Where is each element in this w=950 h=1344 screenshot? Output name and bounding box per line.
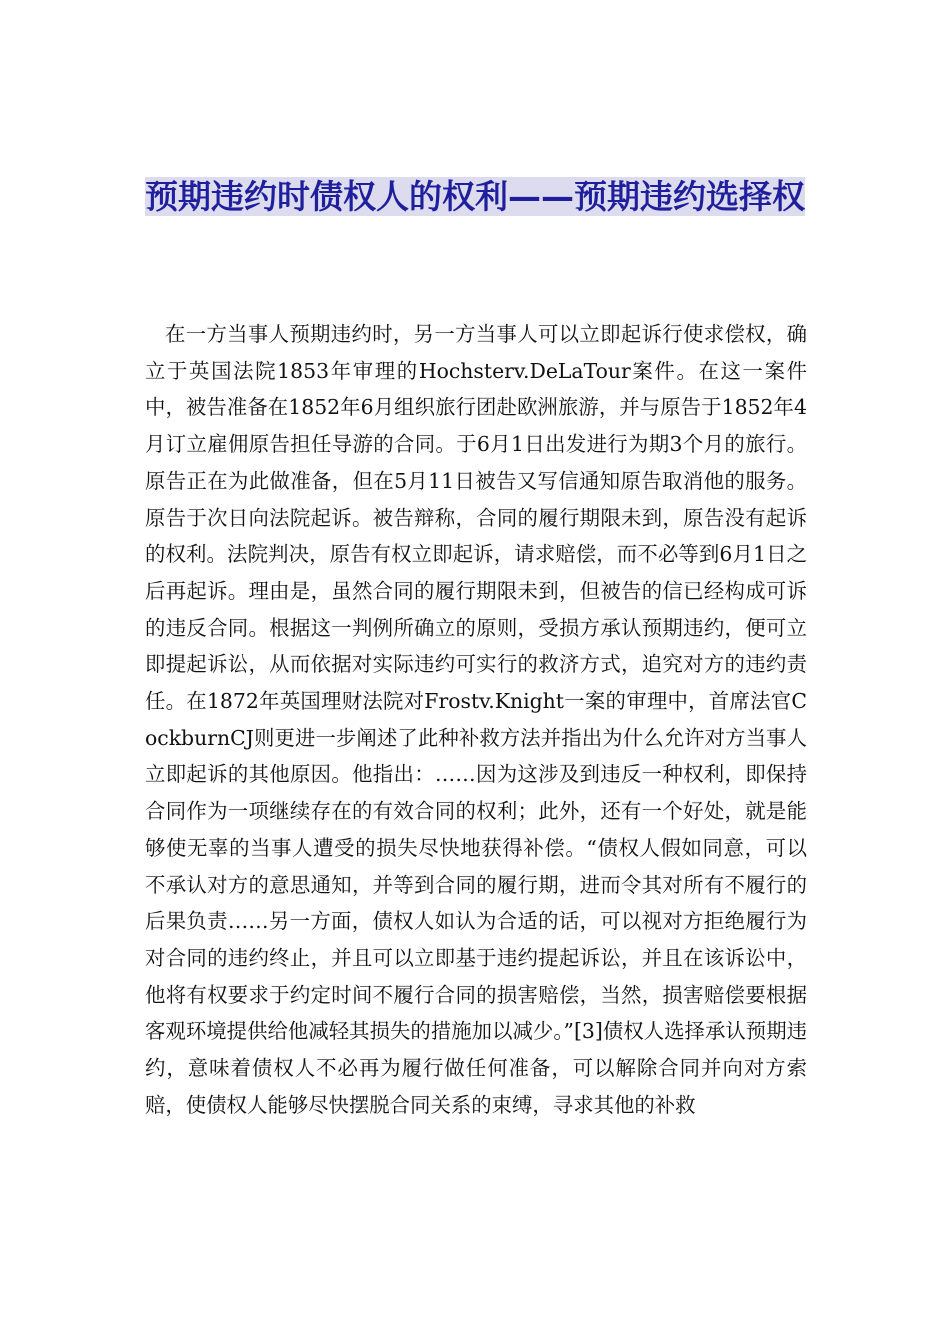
document-title-text: 预期违约时债权人的权利——预期违约选择权: [145, 177, 805, 216]
document-title: [140, 172, 810, 222]
document-body-paragraph: 在一方当事人预期违约时，另一方当事人可以立即起诉行使求偿权，确立于英国法院1853年审理的Hochsterv.DeLaTour案件。在这一案件中，被告准备在1852年6月组织旅行团赴欧洲旅游，并与原告于1852年4月订立雇佣原告担任导游的合同。于6月1日出发进行为期3个月的旅行。原告正在为此做准备，但在5月11日被告又写信通知原告取消他的服务。原告于次日向法院起诉。被告辩称，合同的履行期限未到，原告没有起诉的权利。法院判决，原告有权立即起诉，请求赔偿，而不必等到6月1日之后再起诉。理由是，虽然合同的履行期限未到，但被告的信已经构成可诉的违反合同。根据这一判例所确立的原则，受损方承认预期违约，便可立即提起诉讼，从而依据对实际违约可实行的救济方式，追究对方的违约责任。在1872年英国理财法院对Frostv.Knight一案的审理中，首席法官CockburnCJ则更进一步阐述了此种补救方法并指出为什么允许对方当事人立即起诉的其他原因。他指出：……因为这涉及到违反一种权利，即保持合同作为一项继续存在的有效合同的权利；此外，还有一个好处，就是能够使无辜的当事人遭受的损失尽快地获得补偿。“债权人假如同意，可以不承认对方的意思通知，并等到合同的履行期，进而令其对所有不履行的后果负责……另一方面，债权人如认为合适的话，可以视对方拒绝履行为对合同的违约终止，并且可以立即基于违约提起诉讼，并且在该诉讼中，他将有权要求于约定时间不履行合同的损害赔偿，当然，损害赔偿要根据客观环境提供给他减轻其损失的措施加以减少。”[3]债权人选择承认预期违约，意味着债权人不必再为履行做任何准备，可以解除合同并向对方索赔，使债权人能够尽快摆脱合同关系的束缚，寻求其他的补救: [145, 322, 807, 1117]
